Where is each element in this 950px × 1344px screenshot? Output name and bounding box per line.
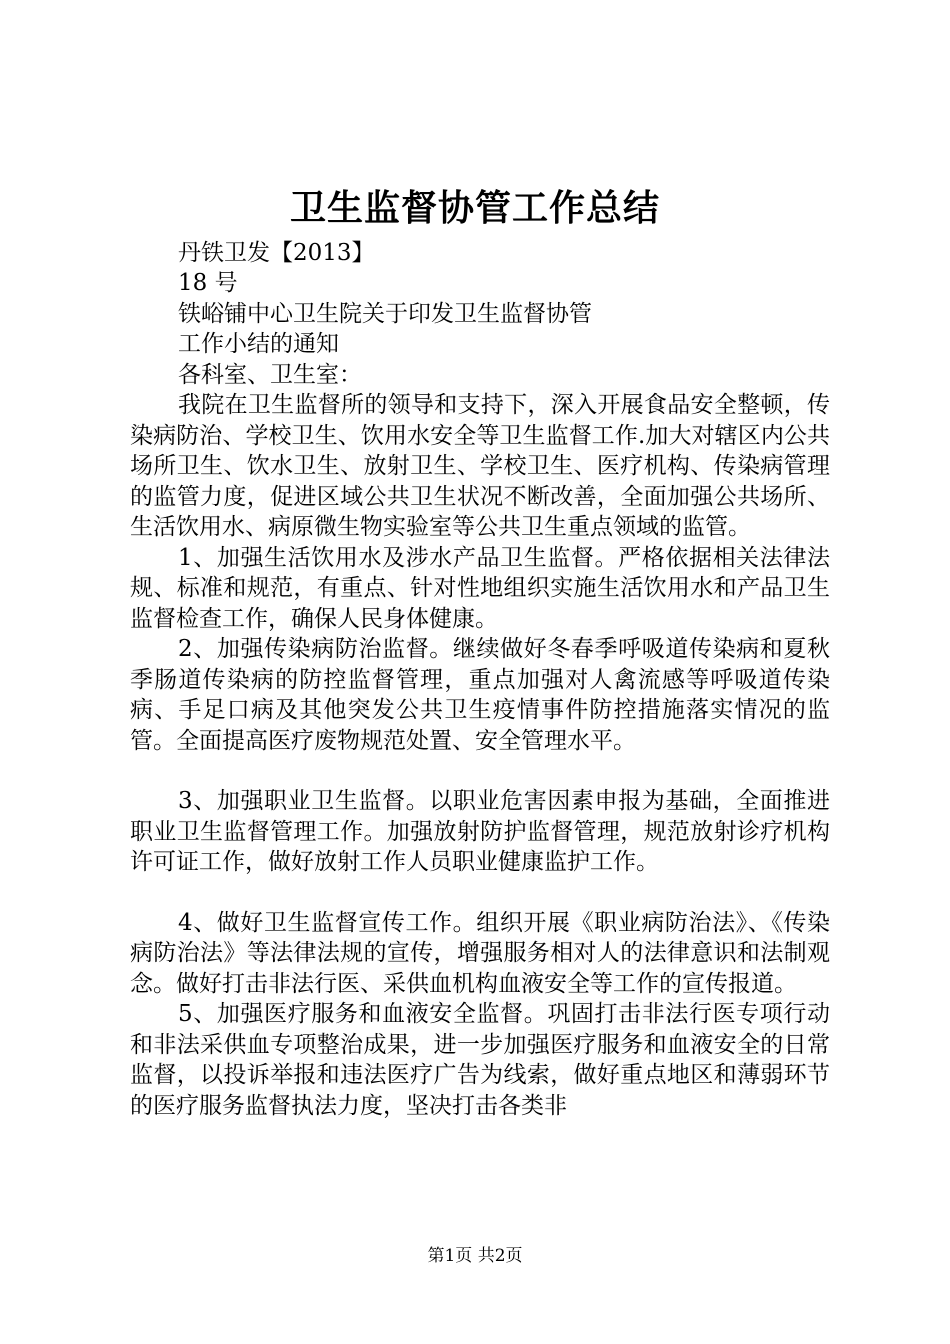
document-title: 卫生监督协管工作总结 — [289, 187, 660, 229]
item-paragraph-3: 3、加强职业卫生监督。以职业危害因素申报为基础，全面推进职业卫生监督管理工作。加强放射防护监督管理，规范放射诊疗机构许可证工作，做好放射工作人员职业健康监护工作。 — [130, 788, 830, 875]
intro-paragraph: 我院在卫生监督所的领导和支持下，深入开展食品安全整顿，传染病防治、学校卫生、饮用水安全等卫生监督工作.加大对辖区内公共场所卫生、饮水卫生、放射卫生、学校卫生、医疗机构、传染病管理的监管力度，促进区域公共卫生状况不断改善，全面加强公共场所、生活饮用水、病原微生物实验室等公共卫生重点领域的监管。 — [130, 392, 830, 540]
document-number-line: 丹铁卫发【2013】 — [178, 240, 375, 266]
item-paragraph-1: 1、加强生活饮用水及涉水产品卫生监督。严格依据相关法律法规、标准和规范，有重点、针对性地组织实施生活饮用水和产品卫生监督检查工作，确保人民身体健康。 — [130, 544, 830, 632]
item-paragraph-2: 2、加强传染病防治监督。继续做好冬春季呼吸道传染病和夏秋季肠道传染病的防控监督管理，重点加强对人禽流感等呼吸道传染病、手足口病及其他突发公共卫生疫情事件防控措施落实情况的监管。全面提高医疗废物规范处置、安全管理水平。 — [130, 636, 830, 754]
document-body — [130, 390, 830, 1121]
item-paragraph-4: 4、做好卫生监督宣传工作。组织开展《职业病防治法》、《传染病防治法》等法律法规的宣传，增强服务相对人的法律意识和法制观念。做好打击非法行医、采供血机构血液安全等工作的宣传报道。 — [130, 909, 830, 997]
notice-title-line-1: 铁峪铺中心卫生院关于印发卫生监督协管 — [178, 301, 592, 327]
page-footer: 第1页 共2页 — [427, 1246, 523, 1266]
notice-title-line-2: 工作小结的通知 — [178, 331, 339, 357]
item-paragraph-5: 5、加强医疗服务和血液安全监督。巩固打击非法行医专项行动和非法采供血专项整治成果，进一步加强医疗服务和血液安全的日常监督，以投诉举报和违法医疗广告为线索，做好重点地区和薄弱环节的医疗服务监督执法力度，坚决打击各类非 — [130, 1001, 830, 1119]
document-number-suffix: 18 号 — [178, 270, 238, 296]
recipient-line: 各科室、卫生室： — [178, 362, 362, 388]
